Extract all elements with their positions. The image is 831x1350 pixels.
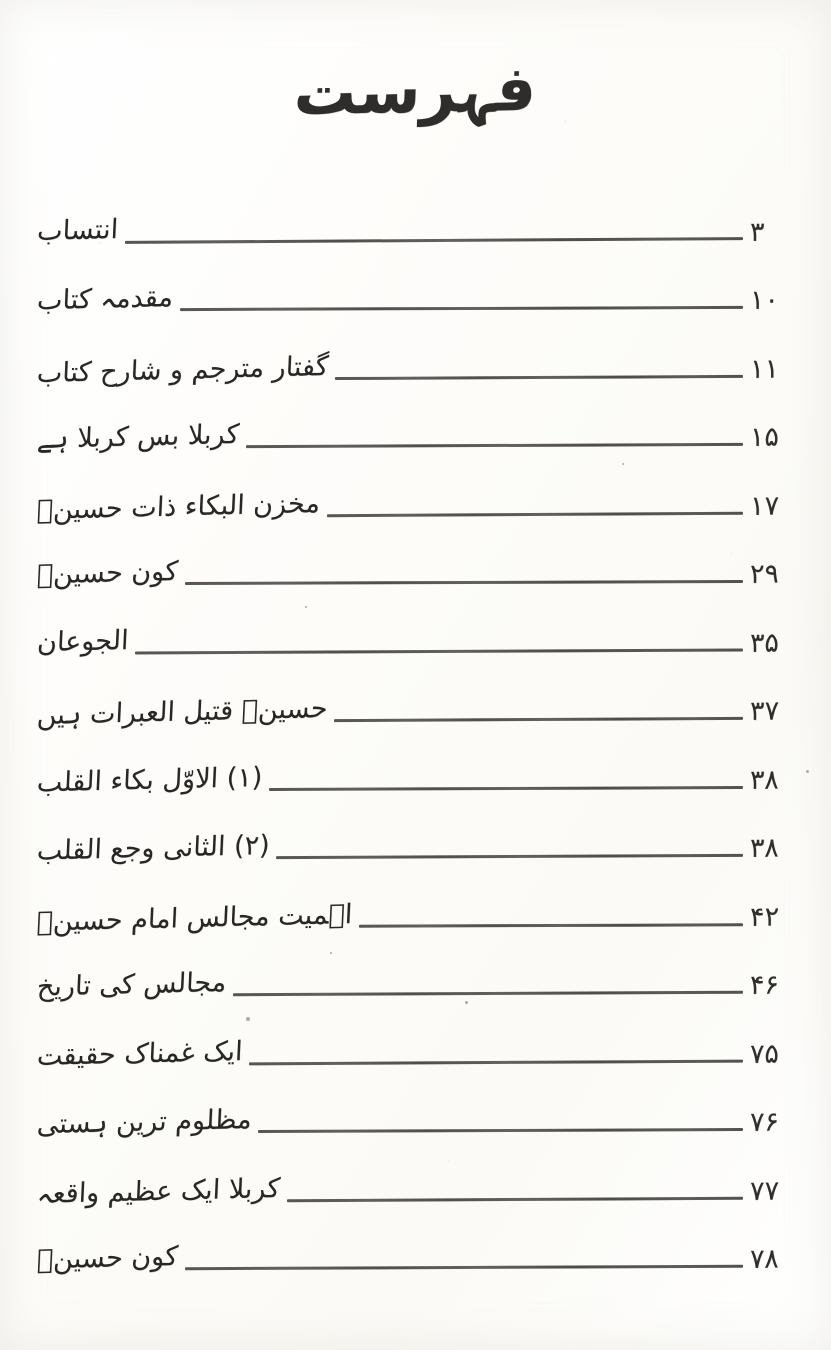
toc-leader-line xyxy=(335,374,743,379)
toc-page-number: ٧۶ xyxy=(749,1106,780,1139)
toc-entry-row[interactable] xyxy=(36,736,803,805)
toc-leader-line xyxy=(258,1128,743,1133)
toc-leader-line xyxy=(359,923,743,927)
toc-page-number: ٧٨ xyxy=(749,1243,780,1276)
toc-page-number: ٣۵ xyxy=(749,626,780,659)
toc-entry-row[interactable] xyxy=(36,668,803,737)
toc-page-number: ۴۶ xyxy=(749,969,780,1002)
toc-leader-line xyxy=(135,648,743,654)
toc-entry-title: کربلا ایک عظیم واقعہ xyxy=(36,1172,281,1210)
toc-leader-line xyxy=(287,1196,743,1201)
toc-entry-title: الجوعان xyxy=(36,624,130,658)
page-title: فہرست xyxy=(293,51,538,130)
toc-leader-line xyxy=(185,1265,743,1270)
toc-entry-row[interactable] xyxy=(36,188,803,257)
toc-page-number: ٧۵ xyxy=(749,1037,780,1070)
toc-page-number: ٣٨ xyxy=(749,832,780,865)
toc-page-number: ٣٨ xyxy=(749,763,780,796)
toc-entry-row[interactable] xyxy=(36,599,803,668)
toc-entry-title: انتساب xyxy=(36,213,119,247)
toc-entry-row[interactable] xyxy=(36,531,803,600)
toc-page-number: ١٠ xyxy=(749,284,780,317)
toc-entry-title: اہمیت مجالس امام حسینؑ xyxy=(36,898,354,938)
toc-leader-line xyxy=(233,991,743,996)
toc-page-number: ٣ xyxy=(749,216,765,248)
toc-leader-line xyxy=(269,786,743,791)
toc-leader-line xyxy=(249,1059,743,1065)
toc-entry-row[interactable] xyxy=(36,873,803,942)
toc-page-number: ۴٢ xyxy=(749,900,780,933)
toc-entry-row[interactable] xyxy=(36,1216,803,1285)
toc-entry-title: کون حسینؑ xyxy=(36,556,179,591)
toc-page-number: ١۵ xyxy=(749,421,780,454)
toc-entry-title: مظلوم ترین ہستی xyxy=(36,1104,253,1141)
toc-leader-line xyxy=(180,306,743,311)
toc-entry-row[interactable] xyxy=(36,942,803,1011)
toc-entry-row[interactable] xyxy=(36,325,803,394)
page-title-container xyxy=(0,51,831,130)
toc-page-number: ٣٧ xyxy=(749,695,780,728)
toc-entry-row[interactable] xyxy=(36,1079,803,1148)
toc-page-number: ٧٧ xyxy=(749,1174,780,1207)
table-of-contents-list xyxy=(36,188,803,1284)
toc-entry-title: مقدمہ کتاب xyxy=(36,282,174,317)
toc-leader-line xyxy=(125,237,743,244)
toc-leader-line xyxy=(246,443,743,448)
toc-entry-title: (١) الاوّل بکاء القلب xyxy=(36,761,264,799)
toc-page-number: ٢٩ xyxy=(749,558,780,591)
toc-leader-line xyxy=(185,580,743,585)
toc-entry-title: کون حسینؑ xyxy=(36,1241,179,1276)
toc-entry-row[interactable] xyxy=(36,1147,803,1216)
toc-leader-line xyxy=(334,717,743,722)
toc-entry-title: کربلا بس کربلا ہے xyxy=(36,419,241,455)
toc-entry-title: (٢) الثانی وجع القلب xyxy=(36,830,271,867)
toc-page-number: ١١ xyxy=(749,352,780,385)
toc-leader-line xyxy=(327,511,743,516)
toc-leader-line xyxy=(276,854,743,859)
toc-entry-title: مجالس کی تاریخ xyxy=(36,967,227,1003)
toc-entry-title: ایک غمناک حقیقت xyxy=(36,1035,244,1072)
toc-entry-title: گفتار مترجم و شارح کتاب xyxy=(36,350,330,389)
toc-entry-row[interactable] xyxy=(36,257,803,326)
toc-page-number: ١٧ xyxy=(749,489,780,522)
toc-entry-row[interactable] xyxy=(36,394,803,463)
toc-entry-row[interactable] xyxy=(36,805,803,874)
toc-entry-row[interactable] xyxy=(36,1010,803,1079)
scan-speck xyxy=(806,770,809,773)
toc-entry-row[interactable] xyxy=(36,462,803,531)
toc-entry-title: حسینؑ قتیل العبرات ہیں xyxy=(36,693,329,732)
toc-entry-title: مخزن البکاء ذات حسینؑ xyxy=(36,487,321,526)
